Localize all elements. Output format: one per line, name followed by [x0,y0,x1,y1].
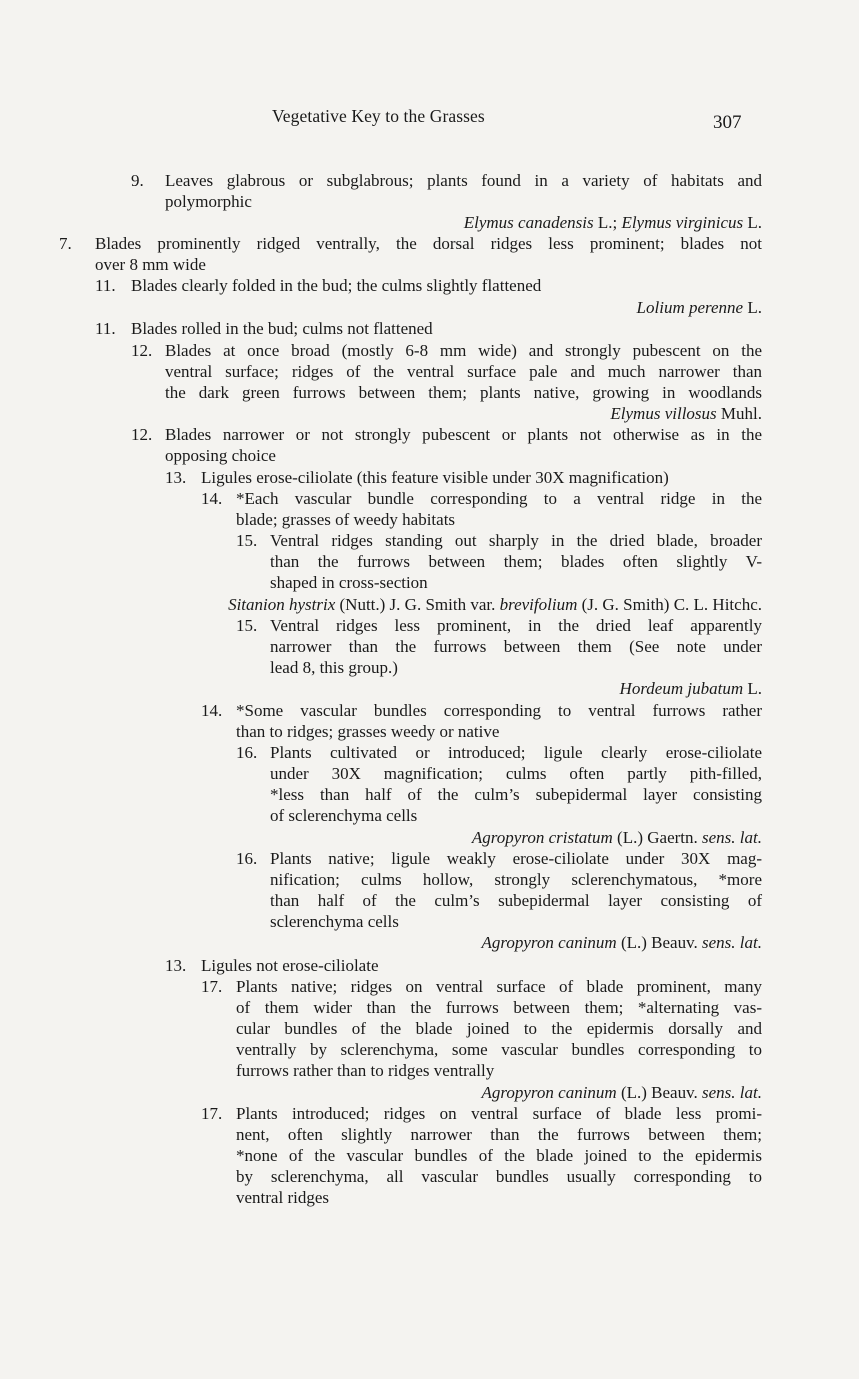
taxon-name: Elymus canadensis [463,213,594,232]
key-text-line: of sclerenchyma cells [270,806,418,825]
taxon-line [270,827,762,848]
key-text-line: nent, often slightly narrower than the furrows between them; [236,1125,762,1144]
lead-number: 17. [201,977,223,996]
lead-number: 13. [165,468,187,487]
key-text-line: polymorphic [165,192,252,211]
lead-number: 15. [236,616,258,635]
lead-number: 17. [201,1104,223,1123]
taxon-name: Sitanion hystrix [228,595,336,614]
key-text-line: Plants cultivated or introduced; ligule clearly erose-ciliolate [270,743,762,762]
taxon-authority: (L.) Beauv. [616,933,703,952]
taxon-line [131,297,762,318]
key-text-line: Blades clearly folded in the bud; the culms slightly flattened [131,276,542,295]
key-text-line: the dark green furrows between them; plants native, growing in woodlands [165,383,762,402]
taxon-name: Agropyron cristatum [471,828,613,847]
lead-number: 11. [95,276,116,295]
key-text-line: than half of the culm’s subepidermal layer consisting of [270,891,762,910]
taxon-line [165,212,762,233]
taxon-line [270,678,762,699]
lead-number: 14. [201,701,223,720]
key-text-line: Blades at once broad (mostly 6-8 mm wide) and strongly pubescent on the [165,341,762,360]
key-text-line: *Some vascular bundles corresponding to ventral furrows rather [236,701,762,720]
taxon-name: brevifolium [499,595,578,614]
taxon-name: Elymus virginicus [621,213,744,232]
lead-number: 9. [131,171,144,190]
taxon-authority: (L.) Gaertn. [612,828,703,847]
key-text-line: Ligules not erose-ciliolate [201,956,379,975]
key-text-line: ventral ridges [236,1188,329,1207]
taxon-authority: (J. G. Smith) C. L. Hitchc. [577,595,762,614]
taxon-authority: L. [743,298,762,317]
key-text-line: Ventral ridges less prominent, in the dried leaf apparently [270,616,762,635]
lead-number: 7. [59,234,72,253]
key-text-line: ventral surface; ridges of the ventral surface pale and much narrower than [165,362,762,381]
key-text-line: Blades rolled in the bud; culms not flattened [131,319,433,338]
taxon-authority: L. [743,679,762,698]
taxon-line [270,932,762,953]
lead-number: 16. [236,849,258,868]
key-text-line: Plants native; ligule weakly erose-ciliolate under 30X mag- [270,849,762,868]
key-text-line: Blades prominently ridged ventrally, the dorsal ridges less prominent; blades not [95,234,762,253]
key-text-line: cular bundles of the blade joined to the epidermis dorsally and [236,1019,762,1038]
taxon-name: Elymus villosus [610,404,717,423]
taxon-name: Hordeum jubatum [619,679,744,698]
taxon-name: sens. lat. [702,933,762,952]
key-text-line: Plants native; ridges on ventral surface of blade prominent, many [236,977,762,996]
taxon-name: sens. lat. [702,828,762,847]
lead-number: 12. [131,425,153,444]
lead-number: 14. [201,489,223,508]
key-text-line: than to ridges; grasses weedy or native [236,722,500,741]
taxon-name: Agropyron caninum [481,933,617,952]
key-text-line: narrower than the furrows between them (See note under [270,637,762,656]
key-text-line: by sclerenchyma, all vascular bundles usually corresponding to [236,1167,762,1186]
taxon-line [236,1082,762,1103]
key-text-line: lead 8, this group.) [270,658,398,677]
key-text-line: shaped in cross-section [270,573,428,592]
lead-number: 16. [236,743,258,762]
taxon-line [138,594,762,615]
taxon-authority: L.; [593,213,622,232]
key-text-line: sclerenchyma cells [270,912,399,931]
key-text-line: furrows rather than to ridges ventrally [236,1061,495,1080]
key-text-line: nification; culms hollow, strongly sclerenchymatous, *more [270,870,762,889]
taxon-name: Lolium perenne [636,298,744,317]
key-text-line: of them wider than the furrows between them; *alternating vas- [236,998,762,1017]
lead-number: 12. [131,341,153,360]
taxon-authority: (L.) Beauv. [616,1083,703,1102]
taxon-name: Agropyron caninum [481,1083,617,1102]
key-text-line: Blades narrower or not strongly pubescent or plants not otherwise as in the [165,425,762,444]
key-text-line: *none of the vascular bundles of the blade joined to the epidermis [236,1146,762,1165]
taxon-line [165,403,762,424]
page-number: 307 [713,112,742,133]
key-text-line: Ligules erose-ciliolate (this feature visible under 30X magnification) [201,468,669,487]
lead-number: 13. [165,956,187,975]
key-text-line: *Each vascular bundle corresponding to a ventral ridge in the [236,489,762,508]
key-text-line: than the furrows between them; blades often slightly V- [270,552,762,571]
key-text-line: opposing choice [165,446,276,465]
key-text-line: Plants introduced; ridges on ventral surface of blade less promi- [236,1104,762,1123]
taxon-name: sens. lat. [702,1083,762,1102]
taxon-authority: Muhl. [716,404,762,423]
taxon-authority: L. [743,213,762,232]
key-text-line: *less than half of the culm’s subepidermal layer consisting [270,785,762,804]
taxon-authority: (Nutt.) J. G. Smith var. [335,595,500,614]
key-text-line: Ventral ridges standing out sharply in the dried blade, broader [270,531,762,550]
key-text-line: ventrally by sclerenchyma, some vascular bundles corresponding to [236,1040,762,1059]
key-text-line: over 8 mm wide [95,255,206,274]
key-text-line: Leaves glabrous or subglabrous; plants found in a variety of habitats and [165,171,762,190]
key-text-line: blade; grasses of weedy habitats [236,510,456,529]
running-title: Vegetative Key to the Grasses [272,106,485,126]
key-text-line: under 30X magnification; culms often partly pith-filled, [270,764,762,783]
lead-number: 11. [95,319,116,338]
lead-number: 15. [236,531,258,550]
